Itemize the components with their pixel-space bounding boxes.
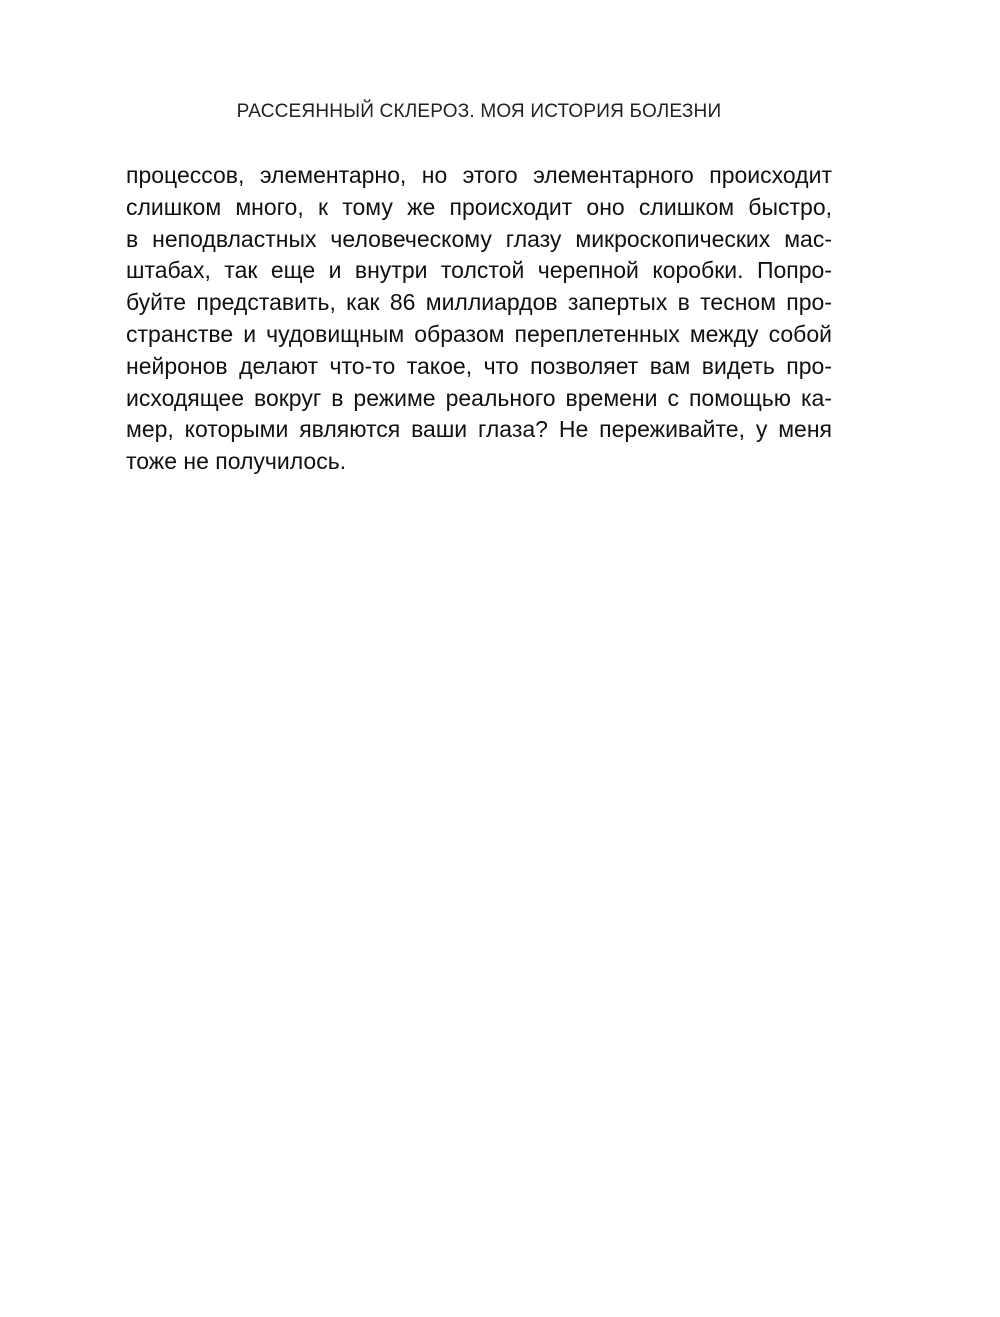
text-line: нейронов делают что-то такое, что позволяет вам видеть про- — [126, 352, 832, 379]
text-line: слишком много, к тому же происходит оно слишком быстро, — [126, 193, 832, 220]
text-line: мер, которыми являются ваши глаза? Не переживайте, у меня — [126, 416, 832, 443]
text-line: исходящее вокруг в режиме реального времени с помощью ка- — [126, 384, 832, 411]
running-header: РАССЕЯННЫЙ СКЛЕРОЗ. МОЯ ИСТОРИЯ БОЛЕЗНИ — [236, 101, 722, 122]
text-line: штабах, так еще и внутри толстой черепной коробки. Попро- — [126, 257, 832, 284]
text-line: буйте представить, как 86 миллиардов запертых в тесном про- — [126, 289, 832, 316]
body-paragraph — [126, 160, 832, 478]
text-line: процессов, элементарно, но этого элементарного происходит — [126, 162, 832, 188]
text-line: странстве и чудовищным образом переплетенных между собой — [126, 320, 832, 347]
text-line: тоже не получилось. — [126, 448, 347, 475]
text-line: в неподвластных человеческому глазу микроскопических мас- — [126, 225, 832, 252]
